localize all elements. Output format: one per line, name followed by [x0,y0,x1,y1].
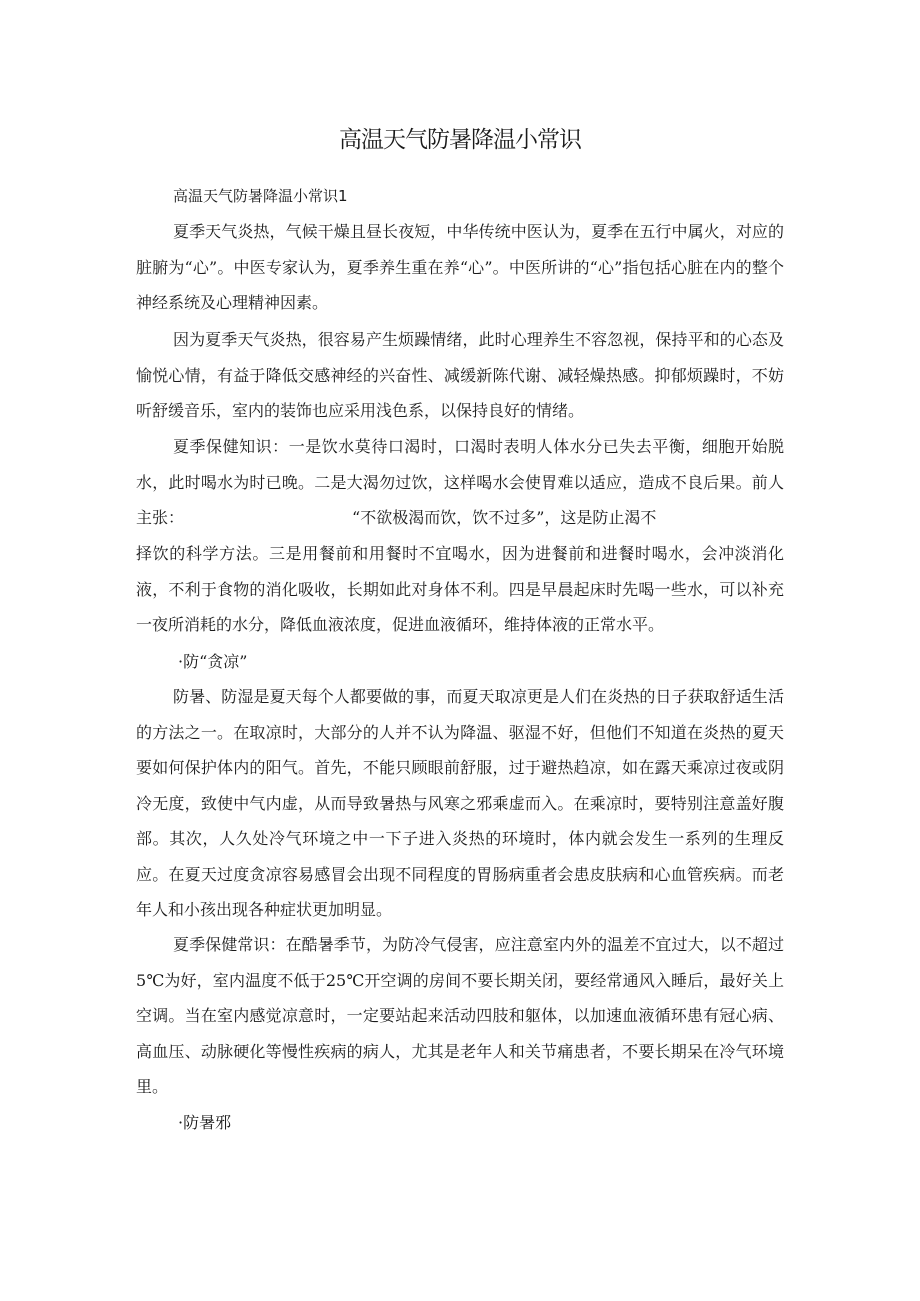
bullet-heading-summer-heat: ·防暑邪 [178,1113,232,1132]
paragraph-drinking-water [136,429,784,536]
section-subtitle: 高温天气防暑降温小常识1 [173,187,348,205]
drinking-water-text-start: 夏季保健知识：一是饮水莫待口渴时，口渴时表明人体水分已失去平衡，细胞开始脱水，此时喝水为时已晚。二是大渴勿过饮，这样喝水会使胃难以适应，造成不良后果。前人主张： [136,437,784,527]
paragraph-drinking-water-continued: 择饮的科学方法。三是用餐前和用餐时不宜喝水，因为进餐前和进餐时喝水，会冲淡消化液，不利于食物的消化吸收，长期如此对身体不利。四是早晨起床时先喝一些水，可以补充一夜所消耗的水分，降低血液浓度，促进血液循环，维持体液的正常水平。 [136,544,784,634]
paragraph-mental-health: 因为夏季天气炎热，很容易产生烦躁情绪，此时心理养生不容忽视，保持平和的心态及愉悦心情，有益于降低交感神经的兴奋性、减缓新陈代谢、减轻燥热感。抑郁烦躁时，不妨听舒缓音乐，室内的装饰也应采用浅色系，以保持良好的情绪。 [136,330,784,420]
paragraph-heart-nourishing: 夏季天气炎热，气候干燥且昼长夜短，中华传统中医认为，夏季在五行中属火，对应的脏腑为“心”。中医专家认为，夏季养生重在养“心”。中医所讲的“心”指包括心脏在内的整个神经系统及心理精神因素。 [136,222,784,312]
paragraph-air-conditioning: 夏季保健常识：在酷暑季节，为防冷气侵害，应注意室内外的温差不宜过大，以不超过5℃为好，室内温度不低于25℃开空调的房间不要长期关闭，要经常通风入睡后，最好关上空调。当在室内感觉凉意时，一定要站起来活动四肢和躯体，以加速血液循环患有冠心病、高血压、动脉硬化等慢性疾病的病人，尤其是老年人和关节痛患者，不要长期呆在冷气环境里。 [136,935,784,1096]
document-title: 高温天气防暑降温小常识 [339,127,581,153]
paragraph-avoid-cold: 防暑、防湿是夏天每个人都要做的事，而夏天取凉更是人们在炎热的日子获取舒适生活的方法之一。在取凉时，大部分的人并不认为降温、驱湿不好，但他们不知道在炎热的夏天要如何保护体内的阳气。首先，不能只顾眼前舒服，过于避热趋凉，如在露天乘凉过夜或阴冷无度，致使中气内虚，从而导致暑热与风寒之邪乘虚而入。在乘凉时，要特别注意盖好腹部。其次，人久处冷气环境之中一下子进入炎热的环境时，体内就会发生一系列的生理反应。在夏天过度贪凉容易感冒会出现不同程度的胃肠病重者会患皮肤病和心血管疾病。而老年人和小孩出现各种症状更加明显。 [136,687,784,919]
drinking-water-quote: “不欲极渴而饮，饮不过多”，这是防止渴不 [352,508,657,527]
bullet-heading-avoid-cold: ·防“贪凉” [178,652,248,671]
